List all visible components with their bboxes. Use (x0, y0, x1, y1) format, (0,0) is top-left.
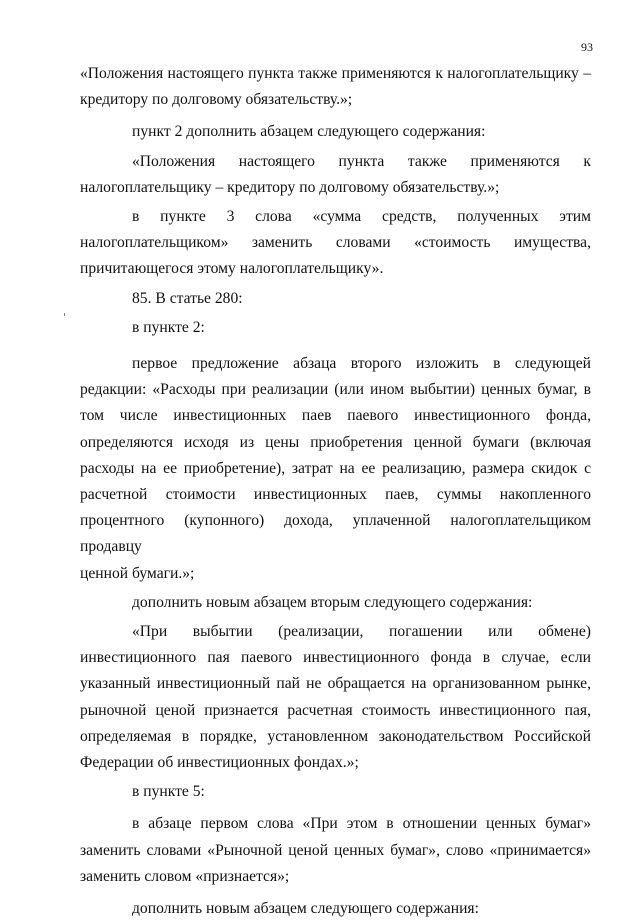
text-line: «При выбытии (реализации, погашении или обмене) (132, 623, 591, 641)
text-line: инвестиционного пая паевого инвестиционного фонда в случае, если (80, 649, 591, 667)
text-line: рыночной ценой признается расчетная стоимость инвестиционного пая, (80, 701, 591, 719)
text-line: в пункте 5: (132, 783, 205, 801)
text-line: определяются исходя из цены приобретения ценной бумаги (включая (80, 433, 591, 451)
text-line: дополнить новым абзацем следующего содержания: (132, 900, 479, 918)
text-line: указанный инвестиционный пай не обращается на организованном рынке, (80, 675, 591, 693)
text-line: 85. В статье 280: (132, 289, 243, 307)
text-line: заменить словами «Рыночной ценой ценных бумаг», слово «принимается» (80, 841, 591, 859)
text-line: «Положения настоящего пункта также применяются к (132, 152, 591, 170)
text-line: определяемая в порядке, установленном законодательством Российской (80, 727, 591, 745)
text-line: в пункте 3 слова «сумма средств, полученных этим (132, 208, 591, 226)
text-line: дополнить новым абзацем вторым следующего содержания: (132, 593, 533, 611)
text-line: кредитору по долговому обязательству.»; (80, 91, 353, 109)
text-line: заменить словом «признается»; (80, 867, 290, 885)
text-line: расходы на ее приобретение), затрат на ее реализацию, размера скидок с (80, 459, 591, 477)
text-line: расчетной стоимости инвестиционных паев, суммы накопленного (80, 486, 591, 504)
text-line: налогоплательщиком» заменить словами «стоимость имущества, (80, 234, 591, 252)
text-line: ценной бумаги.»; (80, 564, 195, 582)
text-line: в абзаце первом слова «При этом в отношении ценных бумаг» (132, 815, 591, 833)
document-body (80, 61, 591, 922)
text-line: пункт 2 дополнить абзацем следующего содержания: (132, 123, 486, 141)
text-line: первое предложение абзаца второго изложить в следующей (132, 355, 591, 373)
page-number: 93 (581, 40, 593, 54)
text-line: налогоплательщику – кредитору по долговому обязательству.»; (80, 178, 500, 196)
text-line: том числе инвестиционных паев паевого инвестиционного фонда, (80, 407, 591, 425)
text-line: «Положения настоящего пункта также применяются к налогоплательщику – (80, 65, 591, 82)
text-line: причитающегося этому налогоплательщику». (80, 260, 384, 278)
text-line: редакции: «Расходы при реализации (или ином выбытии) ценных бумаг, в (80, 381, 591, 399)
text-line: в пункте 2: (132, 318, 205, 336)
scan-mark (64, 313, 65, 316)
text-line: процентного (купонного) дохода, уплаченной налогоплательщиком продавцу (80, 512, 591, 556)
text-line: Федерации об инвестиционных фондах.»; (80, 754, 359, 772)
